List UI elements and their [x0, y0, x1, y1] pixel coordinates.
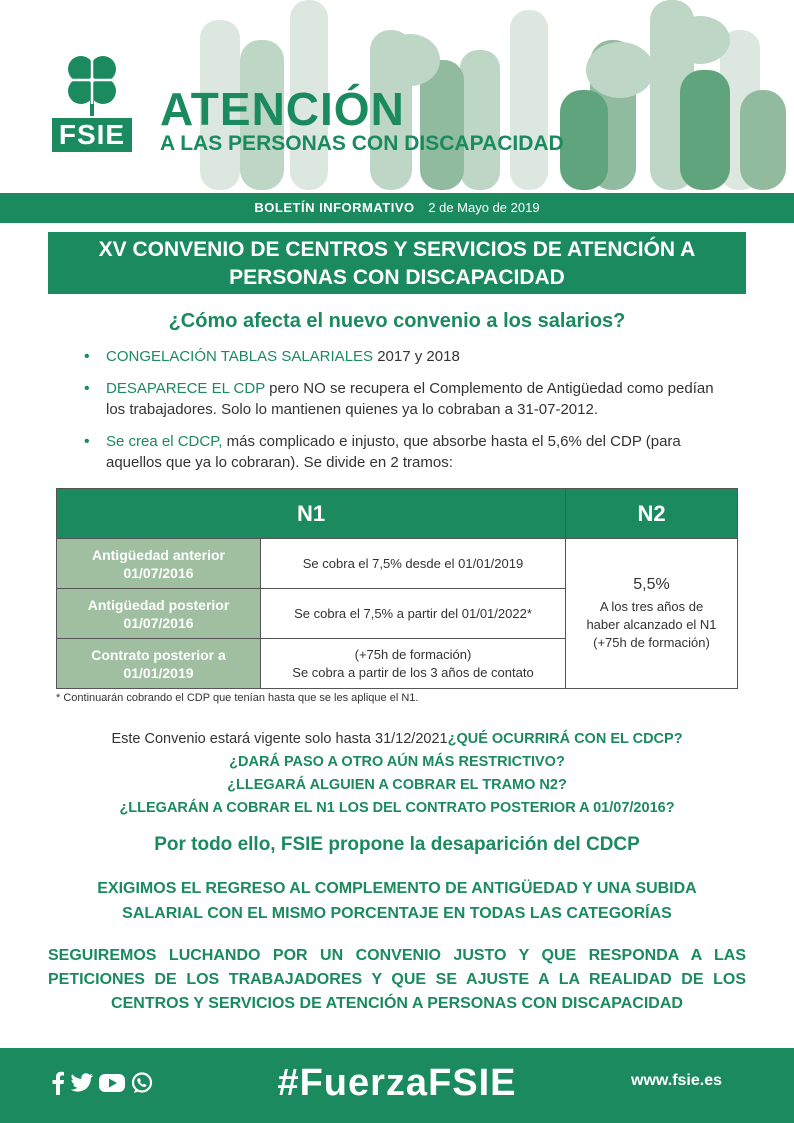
n2-cell — [566, 539, 738, 689]
logo-text: FSIE — [52, 118, 132, 152]
table-header-row — [57, 489, 738, 539]
section-question: ¿Cómo afecta el nuevo convenio a los salarios? — [168, 310, 626, 332]
seguiremos-statement: SEGUIREMOS LUCHANDO POR UN CONVENIO JUSTO Y QUE RESPONDA A LAS PETICIONES DE LOS TRABAJADORES Y QUE SE AJUSTE A LA REALIDAD DE LOS CENTROS Y SERVICIOS DE ATENCIÓN A PERSONAS CON DISCAPACIDAD — [48, 947, 746, 1012]
footnote: * Continuarán cobrando el CDP que tenían hasta que se les aplique el N1. — [56, 692, 419, 704]
bullet-highlight: Se crea el CDCP, — [106, 433, 223, 450]
footer — [0, 1048, 794, 1123]
salary-table — [56, 488, 738, 689]
row-n1-value — [261, 639, 566, 689]
vigencia-text: Este Convenio estará vigente solo hasta 31/12/2021 — [111, 731, 448, 747]
row-n1-value: Se cobra el 7,5% desde el 01/01/2019 — [261, 539, 566, 589]
header-n2: N2 — [566, 489, 738, 539]
n1-line: Se cobra a partir de los 3 años de contato — [292, 664, 534, 680]
bullet-highlight: CONGELACIÓN TABLAS SALARIALES — [106, 348, 374, 365]
vigencia-question: ¿LLEGARÁN A COBRAR EL N1 LOS DEL CONTRATO POSTERIOR A 01/07/2016? — [119, 800, 675, 816]
row-n1-value: Se cobra el 7,5% a partir del 01/01/2022* — [261, 589, 566, 639]
website-link[interactable]: www.fsie.es — [631, 1072, 722, 1089]
fsie-logo — [52, 52, 132, 150]
table-row — [57, 539, 738, 589]
bullet-text: más complicado e injusto, que absorbe hasta el 5,6% del CDP (para aquellos que ya lo cobraran). Se divide en 2 tramos: — [106, 433, 681, 471]
bullet-text: pero NO se recupera el Complemento de Antigüedad como pedían los trabajadores. Solo lo mantienen quienes ya lo cobraban a 31-07-2012. — [106, 380, 714, 418]
n2-value: 5,5% — [633, 575, 670, 593]
row-category: Antigüedad posterior 01/07/2016 — [57, 589, 261, 639]
page-title: ATENCIÓN — [160, 83, 405, 135]
bullet-list — [84, 346, 724, 484]
exigimos-statement: EXIGIMOS EL REGRESO AL COMPLEMENTO DE ANTIGÜEDAD Y UNA SUBIDA SALARIAL CON EL MISMO PORCENTAJE EN TODAS LAS CATEGORÍAS — [97, 880, 697, 922]
vigencia-question: ¿DARÁ PASO A OTRO AÚN MÁS RESTRICTIVO? — [229, 754, 565, 770]
bulletin-date: 2 de Mayo de 2019 — [428, 200, 540, 215]
vigencia-question: ¿QUÉ OCURRIRÁ CON EL CDCP? — [447, 731, 683, 747]
clover-icon — [52, 52, 132, 116]
convenio-title: XV CONVENIO DE CENTROS Y SERVICIOS DE ATENCIÓN A PERSONAS CON DISCAPACIDAD — [48, 232, 746, 294]
vigencia-block — [0, 728, 794, 820]
n2-line: A los tres años de — [599, 598, 704, 614]
propuesta-heading: Por todo ello, FSIE propone la desaparición del CDCP — [154, 834, 640, 855]
page-subtitle: A LAS PERSONAS CON DISCAPACIDAD — [160, 132, 564, 155]
list-item — [84, 431, 724, 473]
bullet-highlight: DESAPARECE EL CDP — [106, 380, 265, 397]
list-item — [84, 346, 724, 367]
header-n1: N1 — [57, 489, 566, 539]
bulletin-bar — [0, 193, 794, 223]
bulletin-label: BOLETÍN INFORMATIVO — [254, 200, 415, 215]
vigencia-question: ¿LLEGARÁ ALGUIEN A COBRAR EL TRAMO N2? — [227, 777, 567, 793]
hashtag: #FuerzaFSIE — [277, 1062, 517, 1104]
n2-line: (+75h de formación) — [593, 634, 710, 650]
list-item — [84, 378, 724, 420]
bullet-text: 2017 y 2018 — [373, 348, 460, 365]
n2-line: haber alcanzado el N1 — [586, 616, 717, 632]
n1-line: (+75h de formación) — [354, 646, 472, 662]
row-category: Antigüedad anterior 01/07/2016 — [57, 539, 261, 589]
row-category: Contrato posterior a 01/01/2019 — [57, 639, 261, 689]
